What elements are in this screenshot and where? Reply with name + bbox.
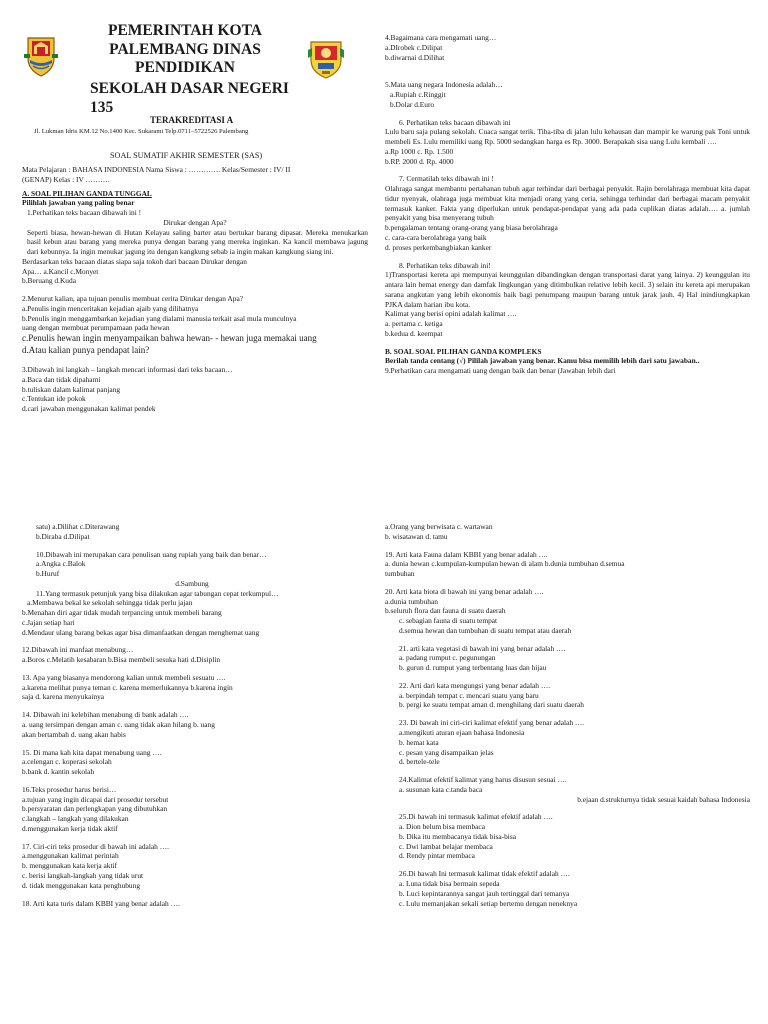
question-15-options: b.bank d. kantin sekolah (22, 767, 95, 777)
question-23-option: c. pesan yang disampaikan jelas (399, 747, 494, 757)
question-20: 20. Arti kata biota di bawah ini yang benar adalah …. (385, 586, 544, 596)
question-17-option: c. berisi langkah-langkah yang tidak urut (22, 870, 144, 880)
question-16: 16.Teks prosedur harus berisi… (22, 784, 117, 794)
question-3-option: d.cari jawaban menggunakan kalimat pendek (22, 404, 156, 414)
question-23: 23. Di bawah ini ciri-ciri kalimat efektif yang benar adalah …. (399, 718, 585, 728)
question-16-option: c.langkah – langkah yang dilakukan (22, 814, 129, 824)
question-1-prompt: Berdasarkan teks bacaan diatas siapa saja tokoh dari bacaan Dirukar dengan (22, 256, 247, 266)
question-7-option: b.pengalaman tentang orang-orang yang biasa berolahraga (385, 223, 558, 233)
question-17-option: b. menggunakan kata kerja aktif (22, 861, 118, 871)
question-3-option: a.Baca dan tidak dipahami (22, 374, 101, 384)
question-24-options: b.ejaan d.strukturnya tidak sesuai kaidah bahasa Indonesia (577, 794, 750, 804)
question-16-option: b.persyaratan dan perlengkapan yang dibutuhkan (22, 804, 168, 814)
question-11-option: d.Mendaur ulang barang bekas agar bisa dimanfaatkan dengan menghemat uang (22, 627, 260, 637)
question-1-options: Apa… a.Kancil c.Monyet (22, 266, 99, 276)
question-24: 24.Kalimat efektif kalimat yang harus disusun sesuai …. (399, 775, 567, 785)
question-9: 9.Perhatikan cara mengamati uang dengan baik dan benar (Jawaban lebih dari (385, 366, 616, 376)
column-bottom-left (22, 522, 362, 908)
question-8-options: a. pertama c. ketiga (385, 319, 443, 329)
question-14-options: a. uang tersimpan dengan aman c. uang tidak akan hilang b. uang (22, 720, 215, 730)
section-a-instruction: Pilihlah jawaban yang paling benar (22, 198, 135, 208)
column-top-left (22, 165, 368, 414)
question-2: 2.Menurut kalian, apa tujuan penulis membuat cerita Dirukar dengan Apa? (22, 294, 244, 304)
section-a-heading: A. SOAL PILIHAN GANDA TUNGGAL (22, 188, 152, 198)
question-7: 7. Cermatilah teks dibawah ini ! (399, 174, 494, 184)
question-7-option: d. proses perkembangbiakan kanker (385, 242, 492, 252)
question-9-options: satu) a.Dilihat c.Diterawang (36, 522, 120, 531)
question-21-options: a. padang rumput c. pegunungan (399, 653, 496, 663)
question-20-option: c. sebagian fauna di suatu tempat (399, 616, 498, 626)
question-2-option: uang dengan membuat perumpamaan pada hewan (22, 323, 170, 333)
question-17: 17. Ciri-ciri teks prosedur di bawah ini adalah …. (22, 841, 169, 851)
section-b-instruction: Berilah tanda centang (√) Pililah jawaban yang benar. Kamu bisa memilih lebih dari satu jawaban.. (385, 356, 700, 366)
question-20-option: a.dunia tumbuhan (385, 596, 438, 606)
question-22-options: b. pergi ke suatu tempat aman d. menghilang dari suatu daerah (399, 700, 584, 710)
question-12-options: a.Boros c.Melatih kesabaran b.Bisa membeli sesuka hati d.Disiplin (22, 655, 221, 665)
question-17-option: a.menggunakan kalimat perintah (22, 851, 119, 861)
question-2-option: a.Penulis ingin menceritakan kejadian ajaib yang dilihatnya (22, 303, 199, 313)
question-25: 25.Di bawah ini termasuk kalimat efektif adalah …. (399, 812, 553, 822)
question-14-options: akan bertambah d. uang akan habis (22, 729, 126, 739)
question-5-options: b.Dolar d.Euro (390, 99, 435, 109)
question-19-options: tumbuhan (385, 569, 415, 579)
question-9-options: b.Diraba d.Dilipat (36, 531, 90, 541)
question-5-options: a.Rupiah c.Ringgit (390, 90, 446, 100)
question-19: 19. Arti kata Fauna dalam KBBI yang benar adalah …. (385, 549, 548, 559)
question-16-option: d.menggunakan kerja tidak aktif (22, 823, 118, 833)
question-8: 8. Perhatikan teks dibawah ini! (399, 260, 491, 270)
reading-passage: Seperti biasa, hewan-hewan di Hutan Kelayau saling barter atau bertukar barang dipasar. Mereka menukarkan hasil kebun atau barang yang mereka punya dengan barang yang mereka inginkan. Ka kancil membawa jagung dari kebunnya. Ia ingin menukar jagung itu dengan kangkung sebab ia ingin makan kangkung siang ini. (27, 227, 368, 257)
reading-title: Dirukar dengan Apa? (163, 217, 227, 227)
exam-title: SOAL SUMATIF AKHIR SEMESTER (SAS) (110, 151, 263, 160)
question-23-option: b. hemat kata (399, 737, 439, 747)
question-10-options: d.Sambung (175, 578, 209, 588)
question-14: 14. Dibawah ini kelebihan menabung di bank adalah …. (22, 710, 189, 720)
question-15: 15. Di mana kah kita dapat menabung uang …. (22, 747, 162, 757)
section-b-heading: B. SOAL SOAL PILIHAN GANDA KOMPLEKS (385, 346, 542, 356)
question-10: 10.Dibawah ini merupakan cara penulisan uang rupiah yang baik dan benar… (36, 549, 267, 559)
question-11-option: c.Jajan setiap hari (22, 617, 75, 627)
question-11-option: b.Menahan diri agar tidak mudah terpancing untuk membeli barang (22, 608, 222, 618)
question-25-option: b. Dika itu membacanya tidak bisa-bisa (399, 831, 516, 841)
question-2-option: d.Atau kalian punya pendapat lain? (22, 345, 150, 356)
government-header-title: PEMERINTAH KOTA PALEMBANG DINAS PENDIDIKAN (107, 22, 262, 77)
question-18: 18. Arti kata turis dalam KBBI yang benar adalah …. (22, 898, 180, 908)
question-19-options: a. dunia hewan c.kumpulan-kumpulan hewan di alam b.dunia tumbuhan d.semua (385, 559, 625, 569)
question-22-options: a. berpindah tempat c. mencari suatu yang baru (399, 690, 539, 700)
question-13-options: saja d. karena menyukainya (22, 692, 105, 702)
question-20-option: d.semua hewan dan tumbuhan di suatu tempat atau daerah (399, 625, 572, 635)
question-4-options: a.DIrobek c.Dilipat (385, 42, 443, 52)
question-26-option: a. Luna tidak bisa bermain sepeda (399, 878, 500, 888)
question-1: 1.Perhatikan teks bacaan dibawah ini ! (27, 208, 142, 218)
question-8-prompt: Kalimat yang berisi opini adalah kalimat …. (385, 309, 517, 319)
question-13-options: a.karena melihat punya teman c. karena memerlukannya b.karena ingin (22, 682, 233, 692)
subject-info-line: Mata Pelajaran : BAHASA INDONESIA Nama Siswa : …………. Kelas/Semester : IV/ II (22, 165, 291, 174)
subject-info-line: (GENAP) Kelas : IV ………. (22, 174, 110, 184)
question-18-options: b. wisatawan d. tamu (385, 531, 448, 541)
column-bottom-right (385, 522, 750, 908)
question-2-option: b.Penulis ingin menggambarkan kejadian yang dialami manusia terkait asal mula munculnya (22, 313, 297, 323)
school-crest-logo (306, 36, 346, 80)
question-4: 4.Bagaimana cara mengamati uang… (385, 33, 497, 42)
question-21-options: b. gurun d. rumput yang terbentang luas dan hijau (399, 663, 547, 673)
question-3-option: c.Tentukan ide pokok (22, 394, 86, 404)
question-6-passage: Lulu baru saja pulang sekolah. Cuaca sangat terik. Tiba-tiba di jalan lulu kehausan dan mampir ke warung pak Toni untuk membeli Es. Lulu memiliki uang Rp. 5000 sedangkan harga es Rp. 3000. Berapakah sisa uang Lulu kembali …. (385, 127, 750, 147)
question-16-option: a.tujuan yang ingin dicapai dari prosedur tersebut (22, 794, 169, 804)
question-4-options: b.diwarnai d.Dilihat (385, 52, 445, 62)
question-26-option: b. Luci kepintarannya sangat jauh tertinggal dari temanya (399, 888, 570, 898)
question-10-options: b.Huruf (36, 569, 60, 579)
question-5: 5.Mata uang negara Indonesia adalah… (385, 80, 503, 90)
question-25-option: a. Dion belum bisa membaca (399, 822, 485, 832)
question-23-option: a.mengikuti aturan ejaan bahasa Indonesia (399, 728, 525, 738)
question-26: 26.Di bawah Ini termasuk kalimat tidak efektif adalah …. (399, 869, 570, 879)
question-2-option: c.Penulis hewan ingin menyampaikan bahwa hewan- - hewan juga memakai uang (22, 333, 317, 344)
question-17-option: d. tidak menggunakan kata penghubung (22, 880, 141, 890)
question-6: 6. Perhatikan teks bacaan dibawah ini (399, 117, 511, 127)
question-12: 12.Dibawah ini manfaat menabung… (22, 645, 134, 655)
question-7-option: c. cara-cara berolahraga yang baik (385, 233, 487, 243)
palembang-crest-logo (24, 32, 58, 78)
question-10-options: a.Angka c.Balok (36, 559, 86, 569)
question-25-option: d. Rendy pintar membaca (399, 851, 475, 861)
question-11-option: a.Membawa bekal ke sekolah sehingga tidak perlu jajan (27, 598, 193, 608)
question-24-options: a. susunan kata c.tanda baca (399, 784, 483, 794)
question-7-passage: Olahraga sangat membantu pertahanan tubuh agar terhindar dari berbagai penyakit. Rajin berolahraga membuat kita dapat tidur nyenyak, olahraga juga membuat kita menjadi orang yang ceria, sehingga terhindar dari berbagai macam penyakit termasuk kanker. Fakta yang diperlukan untuk pendapat-pendapat yang ada pada cuplikan diatas adalah…. a. jumlah penyakit yang bisa menyerang tubuh (385, 184, 750, 223)
question-15-options: a.celengan c. koperasi sekolah (22, 757, 112, 767)
question-20-option: b.seluruh flora dan fauna di suatu daerah (385, 606, 506, 616)
question-8-passage: 1)Transportasi kereta api mempunyai keunggulan dibandingkan dengan transportasi darat yang lainya. 2) keunggulan itu antara lain hemat energy dan damfak lingkungan yang ditimbulkan relative lebih kecil. 3) selain itu kereta api merupakan sarana angkutan yang lebih ekonomis baik bagi penumpang maupun barang untuk jarak jauh. 4) Hal inindiungkapkan PJKA dalam harian ibu kota. (385, 270, 750, 309)
question-6-options: a.Rp 1000 c. Rp. 1.500 (385, 146, 454, 156)
question-11: 11.Yang termasuk petunjuk yang bisa dilakukan agar tabungan cepat terkumpul… (36, 588, 279, 598)
question-6-options: b.RP. 2000 d. Rp. 4000 (385, 156, 454, 166)
column-top-right (385, 33, 750, 376)
question-22: 22. Arti dari kata mengungsi yang benar adalah …. (399, 680, 551, 690)
question-18-options: a.Orang yang berwisata c. wartawan (385, 522, 493, 531)
question-23-option: d. bertele-tele (399, 757, 440, 767)
question-8-options: b.kedua d. keempat (385, 328, 443, 338)
school-address: Jl. Lukman Idris KM.12 No.1400 Kec. Sukarami Telp.0711–5722526 Palembang (34, 128, 249, 135)
question-26-option: c. Lulu memanjakan sekali setiap bertemu dengan neneknya (399, 898, 578, 908)
question-13: 13. Apa yang biasanya mendorong kalian untuk membeli sesuatu …. (22, 672, 226, 682)
question-3: 3.Dibawah ini langkah – langkah mencari informasi dari teks bacaan… (22, 365, 233, 374)
question-21: 21. arti kata vegetasi di bawah ini yang benar adalah …. (399, 643, 566, 653)
question-25-option: c. Dwi lambat belajar membaca (399, 841, 493, 851)
question-3-option: b.tuliskan dalam kalimat panjang (22, 384, 121, 394)
question-1-options: b.Beruang d.Kuda (22, 276, 76, 286)
accreditation-label: TERAKREDITASI A (150, 115, 234, 125)
school-name: SEKOLAH DASAR NEGERI 135 (90, 80, 289, 116)
